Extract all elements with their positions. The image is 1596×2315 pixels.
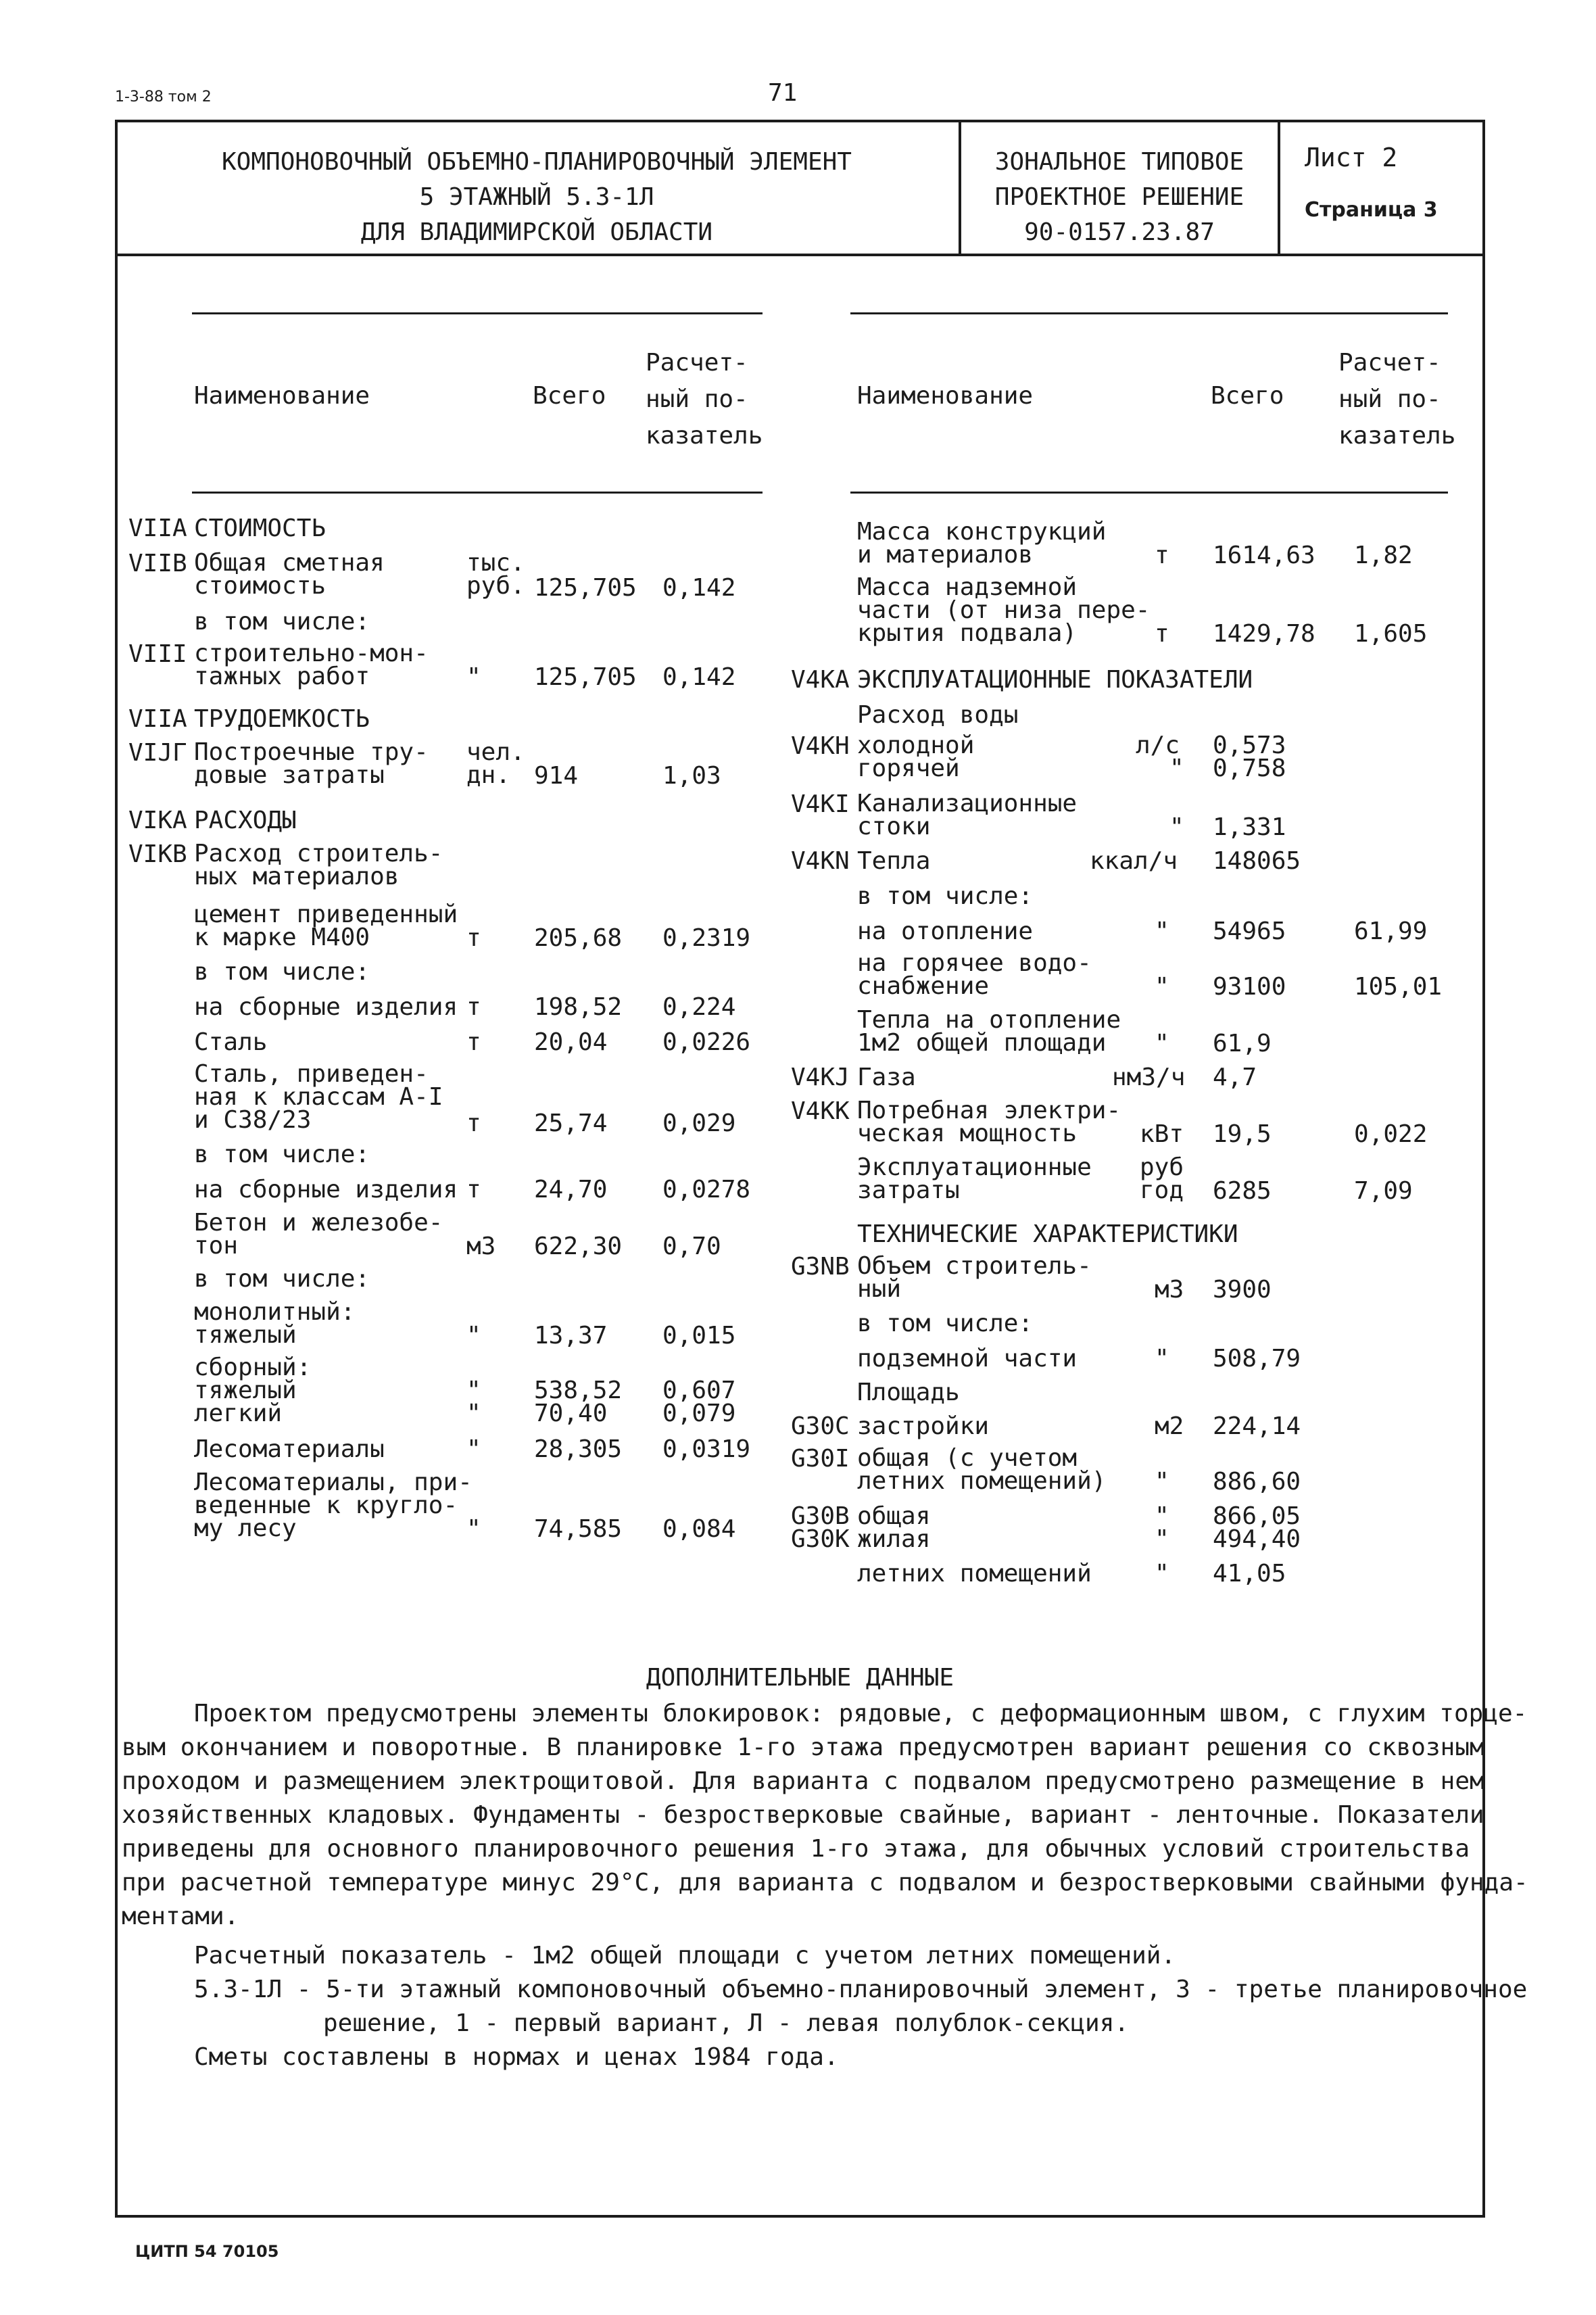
right-row-total (1213, 1502, 1301, 1553)
left-row-total: 74,585 (534, 1515, 623, 1543)
left-row-calc: 0,0278 (662, 1176, 751, 1203)
left-row-code: VIKA (128, 807, 187, 834)
name-line: Масса надземной (857, 573, 1078, 601)
left-row-name (194, 1060, 443, 1134)
left-row-code: VIIA (128, 515, 187, 542)
name-line: тяжелый (194, 1321, 297, 1349)
left-row-code: VIIA (128, 705, 187, 733)
right-row-total: 886,60 (1213, 1468, 1301, 1496)
paragraph-line: при расчетной температуре минус 29°С, для варианта с подвалом и безростверковыми свайными фунда- (122, 1869, 1528, 1896)
right-row-name (857, 1153, 1092, 1204)
unit-line: " (1155, 1525, 1169, 1553)
name-line: холодной (857, 732, 975, 759)
name-line: довые затраты (194, 761, 385, 789)
left-row-total: 24,70 (534, 1176, 608, 1203)
unit-line: " (466, 1377, 481, 1404)
name-line: к марке М400 (194, 924, 370, 951)
left-row-calc (662, 1379, 735, 1425)
code-line: G30B (791, 1502, 850, 1530)
left-row-calc: 0,029 (662, 1109, 736, 1137)
right-row-calc: 105,01 (1354, 973, 1443, 1001)
solution-line-1: ЗОНАЛЬНОЕ ТИПОВОЕ (994, 148, 1244, 176)
name-line: строительно-мон- (194, 640, 429, 667)
name-line: легкий (194, 1400, 283, 1427)
page-label: Страница 3 (1305, 198, 1438, 222)
left-row-total: 205,68 (534, 924, 623, 952)
name-line: стоки (857, 813, 931, 840)
left-row-unit: " (466, 663, 481, 691)
name-line: и С38/23 (194, 1106, 312, 1134)
right-row-name: Расход воды (857, 701, 1019, 729)
left-row-name (194, 738, 429, 789)
right-row-name: ТЕХНИЧЕСКИЕ ХАРАКТЕРИСТИКИ (857, 1220, 1238, 1248)
main-title-line-2: 5 ЭТАЖНЫЙ 5.3-1Л (419, 183, 654, 211)
unit-line: " (1169, 755, 1184, 782)
right-row-name (857, 792, 1077, 838)
name-line: сборный: (194, 1354, 312, 1381)
name-line: общая (с учетом (857, 1444, 1078, 1472)
left-row-calc: 0,015 (662, 1322, 736, 1350)
left-row-unit: т (466, 924, 481, 952)
name-line: ческая мощность (857, 1120, 1078, 1147)
right-row-total: 6285 (1213, 1177, 1272, 1205)
additional-paragraph (122, 1697, 1528, 1934)
left-row-unit: " (466, 1435, 481, 1463)
right-row-unit: " (1155, 917, 1169, 945)
right-row-total: 61,9 (1213, 1030, 1272, 1057)
paragraph-line: проходом и размещением электрощитовой. Для варианта с подвалом предусмотрено размещение в нем (122, 1767, 1484, 1795)
right-row-name (857, 734, 974, 780)
left-row-name: на сборные изделия (194, 1176, 458, 1203)
name-line: затраты (857, 1176, 960, 1204)
name-line: на горячее водо- (857, 949, 1092, 977)
name-line: тяжелый (194, 1377, 297, 1404)
paragraph-line: вым окончанием и поворотные. В планировке 1-го этажа предусмотрен вариант решения со сквозным (122, 1734, 1484, 1761)
left-row-name: СТОИМОСТЬ (194, 515, 327, 542)
right-row-name (857, 1444, 1107, 1495)
left-row-unit (466, 738, 525, 789)
right-row-unit: ккал/ч (1090, 847, 1178, 875)
left-header-bottom-rule (192, 492, 763, 494)
left-row-name: ТРУДОЕМКОСТЬ (194, 705, 370, 733)
right-row-total: 54965 (1213, 917, 1286, 945)
name-line: ных материалов (194, 863, 400, 890)
left-row-name (194, 549, 385, 600)
name-line: Лесоматериалы, при- (194, 1469, 473, 1496)
right-row-name: в том числе: (857, 882, 1034, 910)
name-line: снабжение (857, 972, 990, 1000)
right-row-name: Газа (857, 1064, 916, 1091)
right-row-unit: т (1155, 620, 1169, 648)
paragraph-line: ментами. (122, 1903, 239, 1930)
right-row-name (857, 518, 1107, 569)
right-row-name: Тепла (857, 847, 931, 875)
right-row-unit: " (1155, 1560, 1169, 1588)
name-line: крытия подвала) (857, 619, 1078, 647)
left-row-name: в том числе: (194, 1265, 370, 1293)
code-line: G30K (791, 1525, 850, 1553)
total-line: 0,573 (1213, 732, 1286, 759)
right-row-calc: 7,09 (1354, 1177, 1413, 1205)
left-row-calc: 0,0226 (662, 1028, 751, 1056)
name-line: ный (857, 1275, 902, 1303)
left-row-calc: 0,084 (662, 1515, 736, 1543)
right-row-name (857, 573, 1151, 647)
calc-line: 0,607 (662, 1377, 736, 1404)
total-line: 866,05 (1213, 1502, 1301, 1530)
right-row-total: 224,14 (1213, 1412, 1301, 1440)
left-col-name-header: Наименование (194, 382, 370, 410)
left-row-total: 198,52 (534, 993, 623, 1021)
solution-line-2: ПРОЕКТНОЕ РЕШЕНИЕ (994, 183, 1244, 211)
left-row-unit: м3 (466, 1233, 496, 1260)
right-row-unit: м3 (1155, 1276, 1184, 1304)
left-row-code: VIKB (128, 840, 187, 868)
right-row-unit: т (1155, 542, 1169, 569)
right-row-total: 1,331 (1213, 813, 1286, 841)
right-row-unit (1136, 734, 1184, 780)
series-label: 1-3-88 том 2 (115, 89, 212, 105)
unit-line: год (1140, 1176, 1184, 1204)
right-row-unit: кВт (1140, 1120, 1184, 1148)
right-row-unit: " (1155, 973, 1169, 1001)
name-line: Объем строитель- (857, 1252, 1092, 1280)
right-col-calc-header (1338, 345, 1455, 454)
right-row-unit (1155, 1502, 1169, 1553)
right-row-unit: нм3/ч (1112, 1064, 1186, 1091)
name-line: Сталь, приведен- (194, 1060, 429, 1088)
footer-stamp: ЦИТП 54 70105 (135, 2242, 279, 2261)
left-row-unit: " (466, 1322, 481, 1350)
left-row-unit: т (466, 1176, 481, 1203)
right-row-name (857, 1099, 1121, 1145)
right-header-bottom-rule (850, 492, 1448, 494)
note-estimates: Сметы составлены в нормах и ценах 1984 года. (194, 2043, 839, 2071)
paragraph-line: Проектом предусмотрены элементы блокировок: рядовые, с деформационным швом, с глухим торце- (194, 1700, 1528, 1727)
left-col-calc-header (646, 345, 763, 454)
right-row-total: 41,05 (1213, 1560, 1286, 1588)
right-row-total: 1614,63 (1213, 542, 1315, 569)
unit-line: л/с (1136, 732, 1180, 759)
left-row-total (534, 1379, 622, 1425)
left-row-total: 125,705 (534, 663, 637, 691)
unit-line: тыс. (466, 549, 525, 577)
solution-code: 90-0157.23.87 (1024, 218, 1215, 246)
name-line: Потребная электри- (857, 1097, 1121, 1124)
name-line: му лесу (194, 1514, 297, 1542)
name-line: летних помещений) (857, 1467, 1107, 1495)
name-line: Эксплуатационные (857, 1153, 1092, 1181)
left-row-unit: т (466, 1028, 481, 1056)
right-row-name: в том числе: (857, 1310, 1034, 1337)
right-row-total: 93100 (1213, 973, 1286, 1001)
right-row-unit: м2 (1155, 1412, 1184, 1440)
right-row-unit (1140, 1153, 1184, 1204)
right-row-code: V4KH (791, 732, 850, 760)
left-row-name: Лесоматериалы (194, 1435, 385, 1463)
left-row-unit: т (466, 993, 481, 1021)
right-header-top-rule (850, 312, 1448, 314)
right-row-name: Площадь (857, 1379, 960, 1406)
right-row-name: подземной части (857, 1345, 1078, 1373)
right-row-total: 148065 (1213, 847, 1301, 875)
name-line: монолитный: (194, 1298, 356, 1326)
name-line: горячей (857, 755, 960, 782)
right-row-code: V4KK (791, 1097, 850, 1125)
right-row-total: 19,5 (1213, 1120, 1272, 1148)
right-row-total: 4,7 (1213, 1064, 1257, 1091)
name-line: стоимость (194, 572, 327, 600)
additional-title: ДОПОЛНИТЕЛЬНЫЕ ДАННЫЕ (646, 1664, 954, 1692)
note-calc-indicator: Расчетный показатель - 1м2 общей площади с учетом летних помещений. (194, 1942, 1176, 1970)
right-row-code: G30I (791, 1445, 850, 1473)
right-row-name: на отопление (857, 917, 1034, 945)
paragraph-line: хозяйственных кладовых. Фундаменты - безростверковые свайные, вариант - ленточные. Показатели (122, 1801, 1484, 1829)
calc-header-line-1: Расчет- (646, 349, 748, 377)
calc-header-right-line-2: ный по- (1338, 385, 1441, 413)
left-row-total: 13,37 (534, 1322, 608, 1350)
left-row-name (194, 1356, 311, 1425)
left-row-name (194, 903, 458, 949)
unit-line: дн. (466, 761, 511, 789)
right-row-total: 3900 (1213, 1276, 1272, 1304)
right-row-name: ЭКСПЛУАТАЦИОННЫЕ ПОКАЗАТЕЛИ (857, 666, 1253, 694)
right-row-name (857, 949, 1092, 1000)
name-line: Тепла на отопление (857, 1006, 1121, 1034)
left-row-code: VIII (128, 640, 187, 668)
left-row-total: 28,305 (534, 1435, 623, 1463)
left-header-top-rule (192, 312, 763, 314)
unit-line: " (1155, 1502, 1169, 1530)
calc-line: 0,079 (662, 1400, 736, 1427)
main-title (115, 145, 959, 250)
right-col-name-header: Наименование (857, 382, 1034, 410)
page-number: 71 (768, 79, 798, 107)
left-row-name: в том числе: (194, 958, 370, 986)
left-row-name (194, 1298, 356, 1349)
name-line: Бетон и железобе- (194, 1209, 443, 1237)
right-row-code: G30C (791, 1412, 850, 1440)
name-line: Расход строитель- (194, 840, 443, 867)
total-line: 70,40 (534, 1400, 608, 1427)
total-line: 538,52 (534, 1377, 623, 1404)
right-row-calc: 0,022 (1354, 1120, 1428, 1148)
right-row-code: G3NB (791, 1253, 850, 1281)
total-line: 0,758 (1213, 755, 1286, 782)
left-row-total: 25,74 (534, 1109, 608, 1137)
calc-header-right-line-1: Расчет- (1338, 349, 1441, 377)
left-row-name: Сталь (194, 1028, 268, 1056)
sheet-label: Лист 2 (1305, 143, 1398, 172)
right-row-name (857, 1006, 1121, 1057)
name-line: тажных работ (194, 663, 370, 690)
right-row-code: V4KJ (791, 1064, 850, 1091)
left-row-calc: 0,70 (662, 1233, 721, 1260)
left-row-calc: 0,224 (662, 993, 736, 1021)
name-line: тон (194, 1232, 239, 1260)
right-row-name (857, 1502, 931, 1553)
right-row-code: V4KN (791, 847, 850, 875)
name-line: Канализационные (857, 790, 1078, 817)
left-row-name (194, 1471, 473, 1540)
left-row-unit (466, 1379, 481, 1425)
right-row-calc: 1,82 (1354, 542, 1413, 569)
calc-header-line-2: ный по- (646, 385, 748, 413)
calc-header-right-line-3: казатель (1338, 422, 1456, 450)
right-row-total: 1429,78 (1213, 620, 1315, 648)
name-line: ная к классам А-I (194, 1083, 443, 1111)
left-col-total-header: Всего (533, 382, 606, 410)
unit-line: чел. (466, 738, 525, 766)
paragraph-line: приведены для основного планировочного решения 1-го этажа, для обычных условий строительства (122, 1835, 1470, 1863)
right-row-code: V4KA (791, 666, 850, 694)
right-row-calc: 1,605 (1354, 620, 1428, 648)
left-row-name: в том числе: (194, 608, 370, 636)
right-row-unit: " (1169, 813, 1184, 841)
right-row-total (1213, 734, 1286, 780)
left-row-calc: 0,0319 (662, 1435, 751, 1463)
right-row-code: V4KI (791, 790, 850, 818)
left-row-name: РАСХОДЫ (194, 807, 297, 834)
name-line: общая (857, 1502, 931, 1530)
name-line: 1м2 общей площади (857, 1029, 1107, 1057)
left-row-calc: 1,03 (662, 762, 721, 790)
solution-title (961, 145, 1278, 250)
main-title-line-1: КОМПОНОВОЧНЫЙ ОБЪЕМНО-ПЛАНИРОВОЧНЫЙ ЭЛЕМЕНТ (222, 148, 852, 176)
total-line: 494,40 (1213, 1525, 1301, 1553)
main-title-line-3: ДЛЯ ВЛАДИМИРСКОЙ ОБЛАСТИ (360, 218, 713, 246)
left-row-name: на сборные изделия (194, 993, 458, 1021)
name-line: Общая сметная (194, 549, 385, 577)
unit-line: руб. (466, 572, 525, 600)
right-row-code (791, 1502, 850, 1553)
left-row-code: VIIB (128, 550, 187, 577)
name-line: Построечные тру- (194, 738, 429, 766)
calc-header-line-3: казатель (646, 422, 763, 450)
left-row-total: 622,30 (534, 1233, 623, 1260)
unit-line: " (466, 1400, 481, 1427)
left-row-code: VIJГ (128, 739, 187, 767)
left-row-calc: 0,2319 (662, 924, 751, 952)
right-row-name: летних помещений (857, 1560, 1092, 1588)
left-row-unit (466, 549, 525, 600)
left-row-unit: т (466, 1109, 481, 1137)
note-element-code-cont: решение, 1 - первый вариант, Л - левая полублок-секция. (323, 2009, 1130, 2037)
name-line: части (от низа пере- (857, 596, 1151, 624)
right-row-unit: " (1155, 1468, 1169, 1496)
left-row-name: в том числе: (194, 1141, 370, 1168)
left-row-name (194, 1209, 443, 1260)
name-line: и материалов (857, 541, 1034, 569)
name-line: Масса конструкций (857, 518, 1107, 546)
right-row-name: застройки (857, 1412, 990, 1440)
left-row-total: 20,04 (534, 1028, 608, 1056)
left-row-name (194, 842, 443, 888)
left-row-total: 914 (534, 762, 579, 790)
right-row-calc: 61,99 (1354, 917, 1428, 945)
name-line: веденные к кругло- (194, 1491, 458, 1519)
left-row-calc: 0,142 (662, 663, 736, 691)
name-line: цемент приведенный (194, 901, 458, 928)
left-row-name (194, 642, 429, 688)
name-line: жилая (857, 1525, 931, 1553)
right-row-name (857, 1252, 1092, 1303)
left-row-total: 125,705 (534, 574, 637, 602)
unit-line: руб (1140, 1153, 1184, 1181)
right-row-unit: " (1155, 1345, 1169, 1373)
title-block-sep-2 (1278, 120, 1280, 255)
right-row-total: 508,79 (1213, 1345, 1301, 1373)
note-element-code: 5.3-1Л - 5-ти этажный компоновочный объемно-планировочный элемент, 3 - третье планировочное (194, 1976, 1528, 2003)
right-col-total-header: Всего (1211, 382, 1284, 410)
left-row-calc: 0,142 (662, 574, 736, 602)
right-row-unit: " (1155, 1030, 1169, 1057)
left-row-unit: " (466, 1515, 481, 1543)
